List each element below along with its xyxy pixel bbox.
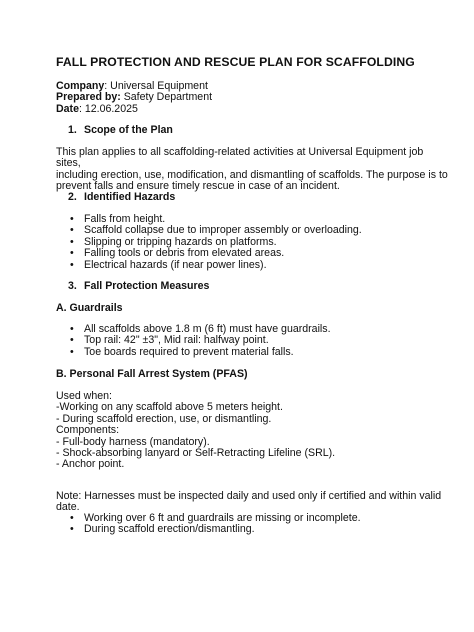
section-measures-heading — [56, 281, 450, 292]
section-number: 1. — [68, 124, 77, 136]
date-line — [56, 104, 450, 115]
section-title: Scope of the Plan — [84, 124, 173, 136]
company-label: Company — [56, 80, 105, 92]
company-value: : Universal Equipment — [104, 80, 208, 92]
pfas-line: - Shock-absorbing lanyard or Self-Retracting Lifeline (SRL). — [56, 447, 336, 460]
guardrails-heading: A. Guardrails — [56, 302, 123, 314]
list-item: • Working over 6 ft and guardrails are missing or incomplete. — [56, 513, 450, 524]
document-title: FALL PROTECTION AND RESCUE PLAN FOR SCAFFOLDING — [56, 55, 415, 69]
date-label: Date — [56, 102, 79, 115]
list-item: • Top rail: 42" ±3", Mid rail: halfway point. — [56, 335, 450, 346]
paragraph-line: prevent falls and ensure timely rescue in case of an incident. — [56, 180, 340, 193]
list-item: • Falling tools or debris from elevated areas. — [56, 248, 450, 259]
list-item: • Scaffold collapse due to improper assembly or overloading. — [56, 225, 450, 236]
list-item: • All scaffolds above 1.8 m (6 ft) must have guardrails. — [56, 324, 450, 335]
paragraph-line: including erection, use, modification, and dismantling of scaffolds. The purpose is to — [56, 168, 448, 181]
list-item: • Toe boards required to prevent material falls. — [56, 347, 450, 358]
section-scope-heading — [56, 125, 450, 136]
section-title: Identified Hazards — [84, 191, 176, 203]
note-text: Note: Harnesses must be inspected daily and used only if certified and within valid date. — [56, 490, 442, 514]
date-value: : 12.06.2025 — [78, 102, 138, 115]
list-item: • Falls from height. — [56, 214, 450, 225]
pfas-line: Used when: — [56, 390, 112, 402]
list-item: • Electrical hazards (if near power lines). — [56, 260, 450, 271]
meta-block — [56, 81, 450, 115]
hazards-list — [56, 214, 450, 271]
pfas-line: - Anchor point. — [56, 458, 125, 471]
guardrails-list — [56, 324, 450, 358]
prepared-value: Safety Department — [120, 91, 213, 104]
section-number: 2. — [68, 191, 77, 203]
prepared-label: Prepared by: — [56, 91, 121, 104]
section-title: Fall Protection Measures — [84, 280, 210, 292]
note-list — [56, 513, 450, 536]
list-item: • Slipping or tripping hazards on platforms. — [56, 237, 450, 248]
list-item: • During scaffold erection/dismantling. — [56, 524, 450, 535]
pfas-block — [56, 391, 450, 471]
pfas-line: - Full-body harness (mandatory). — [56, 435, 210, 448]
section-number: 3. — [68, 280, 77, 292]
pfas-line: - During scaffold erection, use, or dismantling. — [56, 412, 272, 425]
pfas-heading: B. Personal Fall Arrest System (PFAS) — [56, 368, 248, 380]
paragraph-line: This plan applies to all scaffolding-related activities at Universal Equipment job sites, — [56, 146, 424, 170]
scope-paragraph — [56, 147, 450, 193]
pfas-line: -Working on any scaffold above 5 meters height. — [56, 401, 283, 414]
pfas-line: Components: — [56, 424, 120, 437]
section-hazards-heading — [56, 192, 450, 203]
